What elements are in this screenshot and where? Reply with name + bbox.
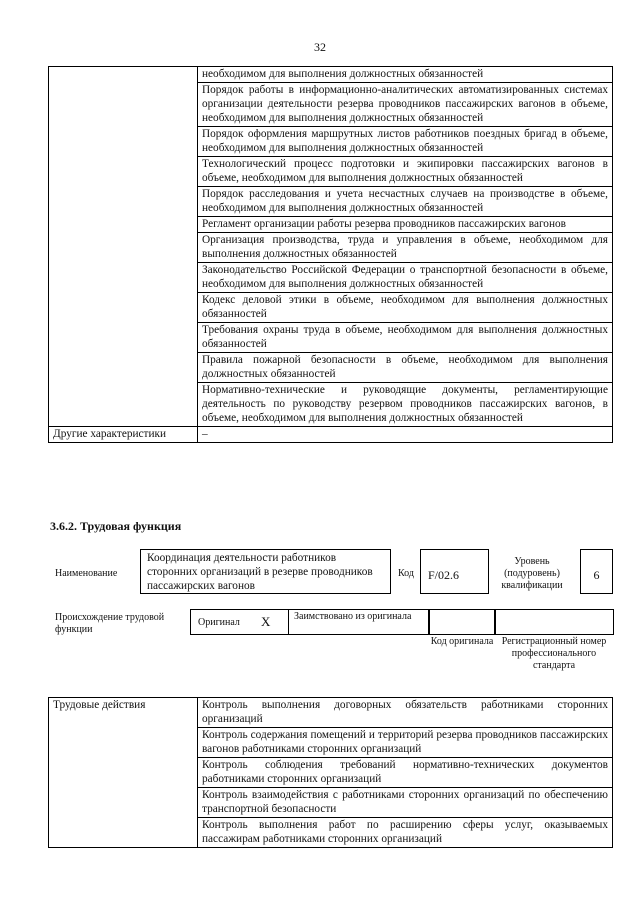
original-code-box bbox=[428, 609, 496, 635]
requirement-row: Технологический процесс подготовки и экипировки пассажирских вагонов в объеме, необходимом для выполнения должностных обязанностей bbox=[198, 157, 613, 187]
actions-label: Трудовые действия bbox=[49, 698, 198, 848]
registration-caption: Регистрационный номер профессионального стандарта bbox=[501, 636, 607, 671]
requirement-row: Порядок оформления маршрутных листов работников поездных бригад в объеме, необходимом для выполнения должностных обязанностей bbox=[198, 127, 613, 157]
original-code-caption: Код оригинала bbox=[430, 636, 494, 647]
action-row: Контроль соблюдения требований нормативно-технических документов работниками сторонних организаций bbox=[198, 758, 613, 788]
requirements-table bbox=[48, 66, 613, 443]
registration-number-box bbox=[494, 609, 614, 635]
borrowed-label: Заимствовано из оригинала bbox=[294, 611, 412, 622]
origin-box bbox=[190, 609, 430, 635]
actions-table bbox=[48, 697, 613, 848]
code-box bbox=[420, 549, 489, 594]
requirement-row: Организация производства, труда и управления в объеме, необходимом для выполнения должностных обязанностей bbox=[198, 233, 613, 263]
original-mark: X bbox=[261, 614, 271, 629]
origin-label: Происхождение трудовой функции bbox=[55, 612, 165, 635]
requirement-row: Порядок расследования и учета несчастных случаев на производстве в объеме, необходимом для выполнения должностных обязанностей bbox=[198, 187, 613, 217]
requirement-row: Законодательство Российской Федерации о транспортной безопасности в объеме, необходимом для выполнения должностных обязанностей bbox=[198, 263, 613, 293]
page-number: 32 bbox=[314, 40, 326, 54]
action-row: Контроль выполнения работ по расширению сферы услуг, оказываемых пассажирам работниками сторонних организаций bbox=[198, 818, 613, 848]
level-value: 6 bbox=[593, 568, 600, 582]
section-title: 3.6.2. Трудовая функция bbox=[50, 519, 182, 533]
level-box bbox=[580, 549, 613, 594]
requirement-row: Нормативно-технические и руководящие документы, регламентирующие деятельность по руководству резервом проводников пассажирских вагонов, в объеме, необходимом для выполнения должностных обязанностей bbox=[198, 383, 613, 427]
action-row: Контроль выполнения договорных обязательств работниками сторонних организаций bbox=[198, 698, 613, 728]
other-characteristics-label: Другие характеристики bbox=[49, 427, 198, 443]
level-label: Уровень (подуровень) квалификации bbox=[501, 556, 563, 591]
code-label: Код bbox=[398, 568, 414, 579]
code-value: F/02.6 bbox=[428, 568, 460, 582]
requirement-row: необходимом для выполнения должностных обязанностей bbox=[198, 67, 613, 83]
requirement-row: Кодекс деловой этики в объеме, необходимом для выполнения должностных обязанностей bbox=[198, 293, 613, 323]
original-label: Оригинал bbox=[198, 617, 240, 628]
other-characteristics-value: – bbox=[198, 427, 613, 443]
function-name-box bbox=[140, 549, 391, 594]
requirement-row: Порядок работы в информационно-аналитических автоматизированных системах организации деятельности резерва проводников пассажирских вагонов в объеме, необходимом для выполнения должностных обязанностей bbox=[198, 83, 613, 127]
origin-divider bbox=[288, 610, 289, 634]
function-name-value: Координация деятельности работников сторонних организаций в резерве проводников пассажирских вагонов bbox=[147, 552, 373, 592]
action-row: Контроль содержания помещений и территорий резерва проводников пассажирских вагонов работниками сторонних организаций bbox=[198, 728, 613, 758]
requirements-label-cell bbox=[49, 67, 198, 427]
requirement-row: Требования охраны труда в объеме, необходимом для выполнения должностных обязанностей bbox=[198, 323, 613, 353]
requirement-row: Регламент организации работы резерва проводников пассажирских вагонов bbox=[198, 217, 613, 233]
action-row: Контроль взаимодействия с работниками сторонних организаций по обеспечению транспортной безопасности bbox=[198, 788, 613, 818]
requirement-row: Правила пожарной безопасности в объеме, необходимом для выполнения должностных обязанностей bbox=[198, 353, 613, 383]
name-label: Наименование bbox=[55, 568, 118, 579]
